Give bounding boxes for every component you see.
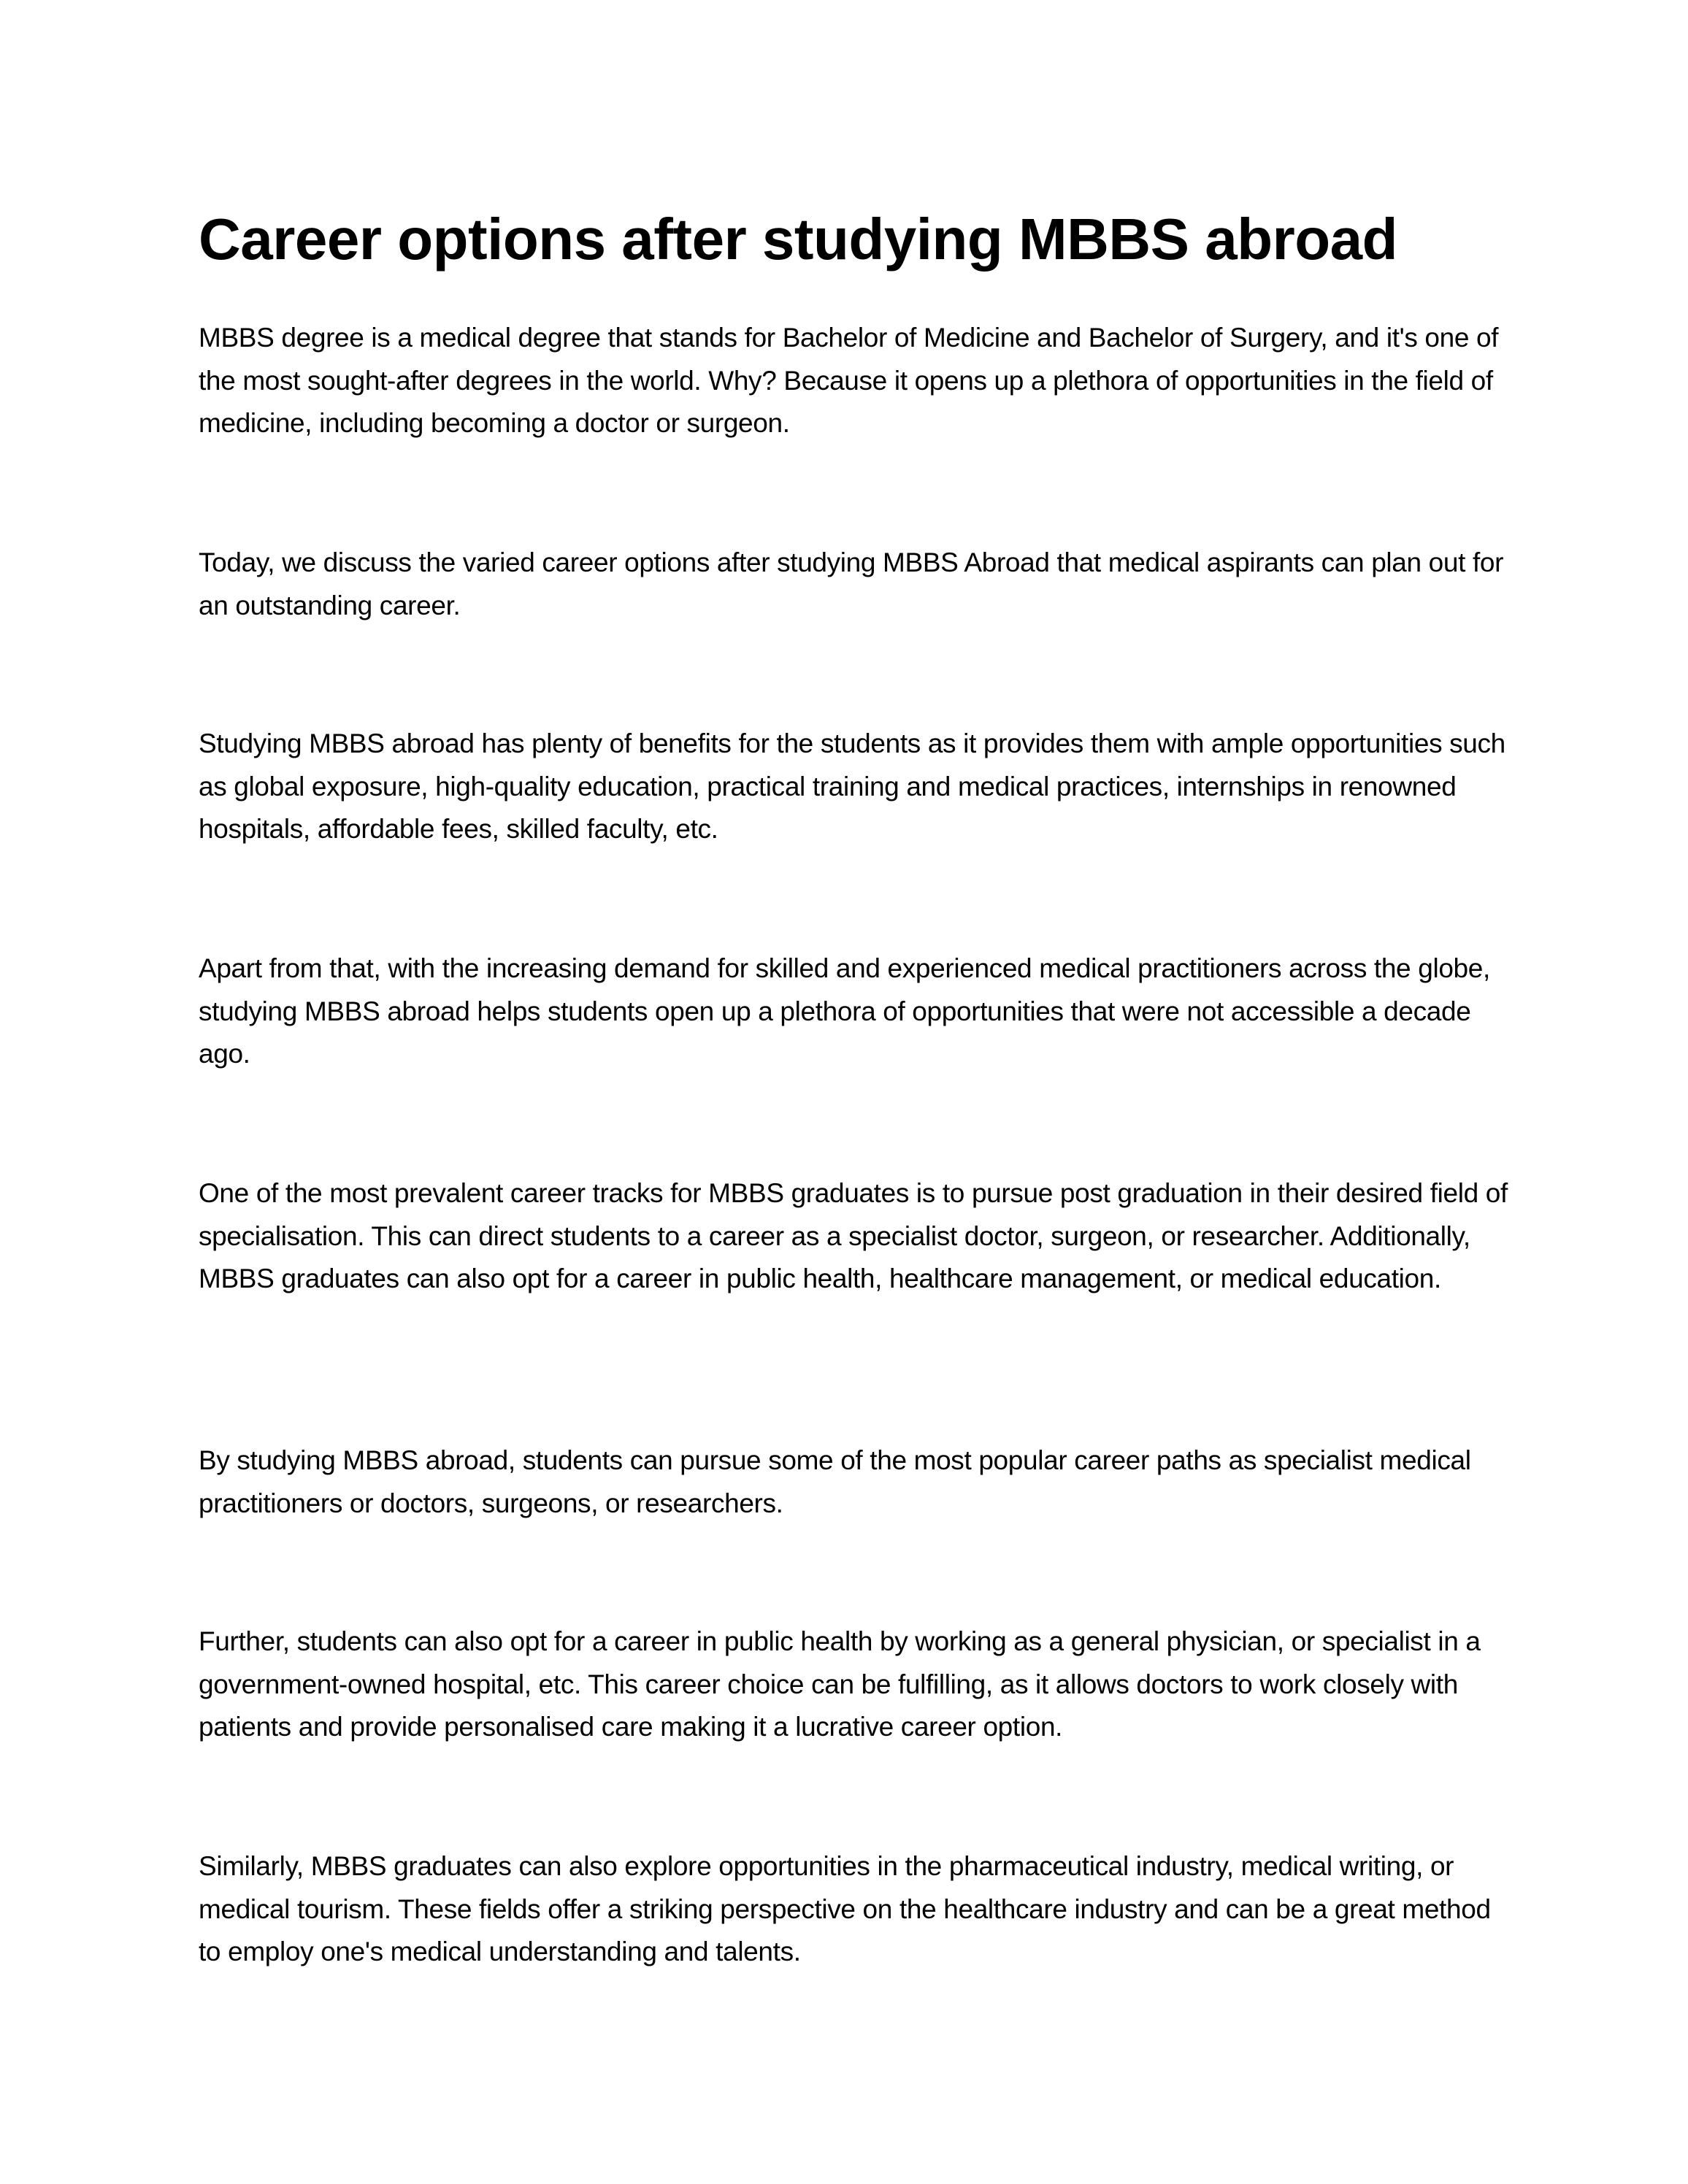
paragraph-career-paths: By studying MBBS abroad, students can pursue some of the most popular career paths as specialist medical practitioners or doctors, surgeons, or researchers. (199, 1445, 1471, 1518)
paragraph-intro: MBBS degree is a medical degree that stands for Bachelor of Medicine and Bachelor of Surgery, and it's one of the most sought-after degrees in the world. Why? Because it opens up a plethora of opportunities in the field of medicine, including becoming a doctor or surgeon. (199, 323, 1499, 438)
paragraph-other-fields: Similarly, MBBS graduates can also explore opportunities in the pharmaceutical industry, medical writing, or medical tourism. These fields offer a striking perspective on the healthcare industry and can be a great method to employ one's medical understanding and talents. (199, 1851, 1491, 1966)
page-title: Career options after studying MBBS abroad (199, 207, 1397, 272)
paragraph-benefits: Studying MBBS abroad has plenty of benefits for the students as it provides them with ample opportunities such as global exposure, high-quality education, practical training and medical practices, internships in renowned hospitals, affordable fees, skilled faculty, etc. (199, 728, 1505, 844)
paragraph-demand: Apart from that, with the increasing demand for skilled and experienced medical practitioners across the globe, studying MBBS abroad helps students open up a plethora of opportunities that were not accessible a decade ago. (199, 953, 1490, 1069)
paragraph-career-tracks: One of the most prevalent career tracks for MBBS graduates is to pursue post graduation in their desired field of specialisation. This can direct students to a career as a specialist doctor, surgeon, or researcher. Additionally, MBBS graduates can also opt for a career in public health, healthcare management, or medical education. (199, 1178, 1508, 1293)
paragraph-today: Today, we discuss the varied career options after studying MBBS Abroad that medical aspirants can plan out for an outstanding career. (199, 547, 1504, 620)
paragraph-public-health: Further, students can also opt for a career in public health by working as a general physician, or specialist in a government-owned hospital, etc. This career choice can be fulfilling, as it allows doctors to work closely with patients and provide personalised care making it a lucrative career option. (199, 1626, 1481, 1742)
